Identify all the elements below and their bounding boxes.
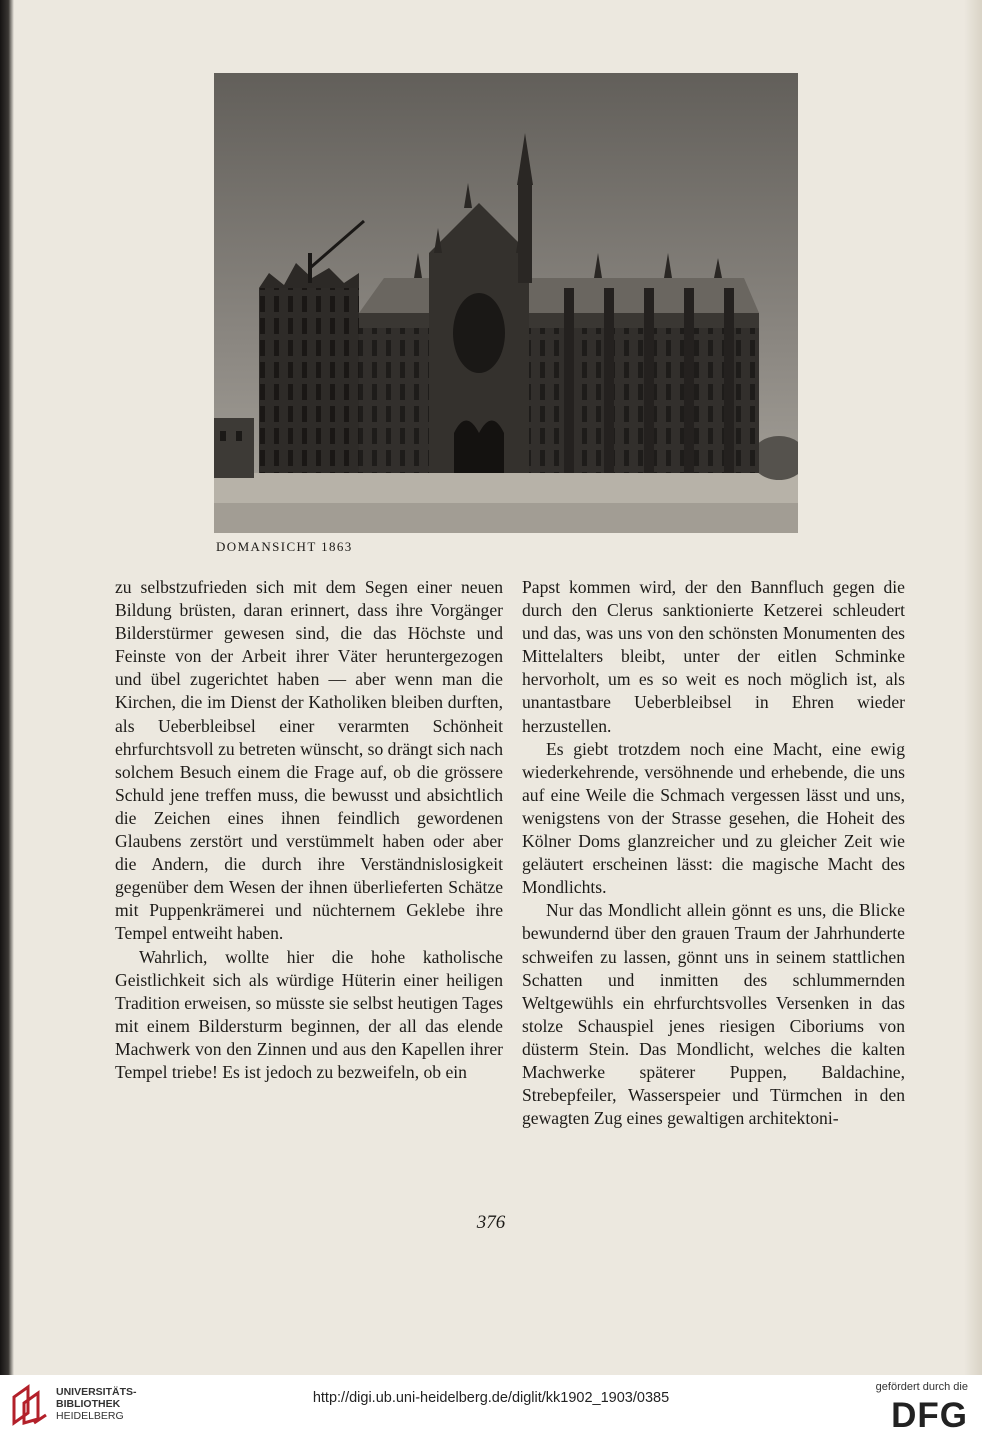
funding-note: gefördert durch die [875, 1381, 968, 1393]
page-number: 376 [476, 1212, 506, 1233]
library-name: UNIVERSITÄTS- BIBLIOTHEK HEIDELBERG [56, 1386, 137, 1422]
paragraph: Nur das Mondlicht allein gönnt es uns, die Blicke bewundernd über den grauen Traum der Jahrhunderte schweifen zu lassen, gönnt uns in seinem stattlichen Schatten und inmitten des schlummernden Weltgewühls ein ehrfurchtsvolles Versenken in das stolze Schauspiel jenes riesigen Ciboriums von düsterm Stein. Das Mondlicht, welches die kalten Machwerke späterer Puppen, Baldachine, Strebepfeiler, Wasserspeier und Türmchen in den gewagten Zug eines gewaltigen architektoni- [522, 900, 905, 1129]
paragraph: Papst kommen wird, der den Bannfluch gegen die durch den Clerus sanktionierte Ketzerei schleudert und das, was uns von den schönsten Monumenten des Mittelalters bleibt, unter der eitlen Schminke hervorholt, um es so weit es noch möglich ist, als unantastbare Ueberbleibsel in Ehren wieder herzustellen. [522, 577, 905, 736]
source-url-link[interactable]: http://digi.ub.uni-heidelberg.de/diglit/kk1902_1903/0385 [312, 1390, 670, 1406]
paragraph: Es giebt trotzdem noch eine Macht, eine ewig wiederkehrende, versöhnende und erhebende, die uns auf eine Weile die Schmach vergessen lässt und uns, wenigstens von der Strasse gesehen, die Hoheit des Kölner Doms glanzreicher und zu gleicher Zeit wie geläutert erscheinen lässt: die magische Macht des Mondlichts. [522, 738, 905, 898]
paragraph: Wahrlich, wollte hier die hohe katholische Geistlichkeit sich als würdige Hüterin einer heiligen Tradition erweisen, so müsste sie selbst heutigen Tages mit einem Bildersturm beginnen, der all das elende Machwerk von den Zinnen und aus den Kapellen ihrer Tempel triebe! Es ist jedoch zu bezweifeln, ob ein [115, 946, 503, 1082]
text-column-right [522, 576, 905, 1130]
paragraph: zu selbstzufrieden sich mit dem Segen einer neuen Bildung brüsten, daran erinnert, dass ihre Vorgänger Bilderstürmer gewesen sind, die das Höchste und Feinste von der Arbeit ihrer Väter heruntergezogen und übel zugerichtet haben — aber wenn man die Kirchen, die im Dienst der Katholiken bleiben durften, als Ueberbleibsel einer verarmten Schönheit ehrfurchtsvoll zu betreten wünscht, so drängt sich nach solchem Besuch einem die Frage auf, ob die grössere Schuld jene treffen muss, die bewusst und absichtlich die Zeichen eines ihnen feindlich gewordenen Glaubens zerstört und verstümmelt haben oder aber die Andern, die durch ihre Verständnislosigkeit gegenüber dem Wesen der ihnen überlieferten Schätze mit Puppenkrämerei und nüchternem Geklebe ihre Tempel entweiht haben. [115, 577, 503, 944]
figure-caption: DOMANSICHT 1863 [216, 539, 353, 554]
cathedral-illustration [214, 73, 798, 533]
text-column-left [115, 576, 503, 1084]
digitization-footer [0, 1375, 982, 1442]
book-binding-shadow [0, 0, 14, 1375]
dfg-logo: DFG [891, 1396, 968, 1435]
page-edge [964, 0, 982, 1375]
cathedral-drawing [214, 73, 798, 533]
